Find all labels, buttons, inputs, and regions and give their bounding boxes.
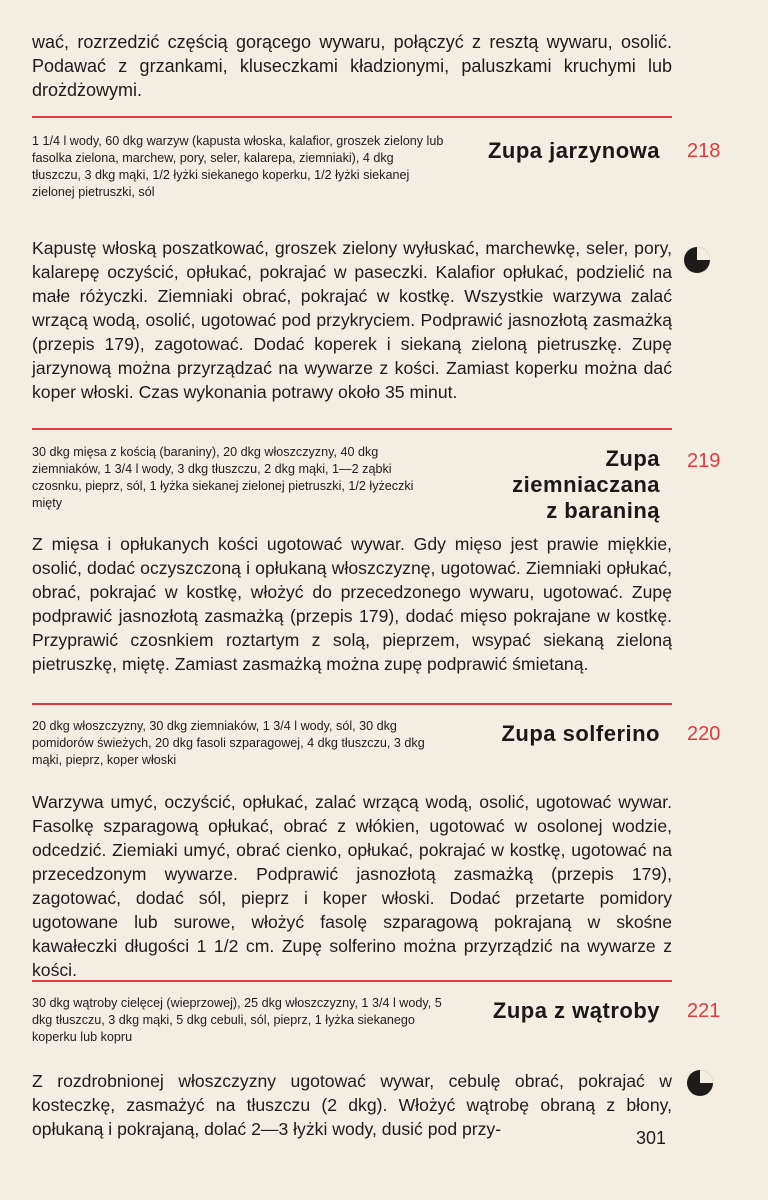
ingredients-list: 1 1/4 l wody, 60 dkg warzyw (kapusta włoska, kalafior, groszek zielony lub fasolka zielona, marchew, pory, seler, kalarepa, ziemniaki), 4 dkg tłuszczu, 3 dkg mąki, 1/2 łyżki siekanego koperku, 1/2 łyżki siekanej zielonej pietruszki, sól [32, 134, 444, 199]
recipe-219-instructions: Z mięsa i opłukanych kości ugotować wywar. Gdy mięso jest prawie miękkie, osolić, dodać oczyszczoną i opłukaną włoszczyznę, ugotować. Ziemniaki opłukać, obrać, pokrajać w kostkę, włożyć do przecedzonego wywaru, ugotować. Zupę podprawić jasnozłotą zasmażką (przepis 179), dodać mięso pokrajane w kostkę. Przyprawić czosnkiem roztartym z solą, pieprzem, wsypać siekaną zieloną pietruszkę, miętę. Zamiast zasmażką można zupę podprawić śmietaną. [32, 534, 672, 674]
recipe-title: Zupa jarzynowa [487, 138, 660, 163]
recipe-221-instructions: Z rozdrobnionej włoszczyzny ugotować wywar, cebulę obrać, pokrajać w kosteczkę, zasmażyć na tłuszczu (2 dkg). Włożyć wątrobę obraną z błony, opłukaną i pokrajaną, dolać 2—3 łyżki wody, dusić pod przy- [32, 1071, 672, 1139]
section-divider [32, 980, 672, 982]
recipe-title [512, 446, 660, 524]
recipe-220-instructions: Warzywa umyć, oczyścić, opłukać, zalać wrzącą wodą, osolić, ugotować wywar. Fasolkę szparagową opłukać, obrać z włókien, ugotować w osolonej wodzie, odcedzić. Ziemiaki umyć, obrać cienko, opłukać, pokrajać w kostkę, ugotować na przecedzonym wywarze. Podprawić jasnozłotą zasmażką (przepis 179), zagotować, dodać sól, pieprz i koper włoski. Dodać przetarte pomidory ugotowane lub surowe, włożyć fasolę szparagową pokrajaną w skośne kawałeczki długości 1 1/2 cm. Zupę solferino można przyrządzić na wywarze z kości. [32, 792, 672, 980]
clock-icon [686, 1069, 714, 1097]
ingredients-list: 20 dkg włoszczyzny, 30 dkg ziemniaków, 1 3/4 l wody, sól, 30 dkg pomidorów świeżych, 20 dkg fasoli szparagowej, 4 dkg tłuszczu, 3 dkg mąki, pieprz, koper włoski [32, 719, 425, 767]
recipe-number: 220 [687, 723, 721, 745]
recipe-title: Zupa z wątroby [492, 998, 660, 1023]
recipe-218-instructions: Kapustę włoską poszatkować, groszek zielony wyłuskać, marchewkę, seler, pory, kalarepę oczyścić, opłukać, pokrajać w paseczki. Kalafior opłukać, podzielić na małe różyczki. Ziemniaki obrać, pokrajać w kostkę. Wszystkie warzywa zalać wrzącą wodą, osolić, ugotować pod przykryciem. Podprawić jasnozłotą zasmażką (przepis 179), zagotować. Dodać koperek i siekaną zieloną pietruszkę. Zupę jarzynową można przyrządzać na wywarze z kości. Zamiast koperku można dać koper włoski. Czas wykonania potrawy około 35 minut. [32, 238, 672, 402]
recipe-title-line: z baraniną [546, 498, 660, 523]
recipe-title-line: ziemniaczana [512, 472, 660, 497]
recipe-number: 218 [687, 140, 721, 162]
page-number: 301 [635, 1128, 666, 1148]
clock-icon [683, 246, 711, 274]
ingredients-list: 30 dkg mięsa z kością (baraniny), 20 dkg włoszczyzny, 40 dkg ziemniaków, 1 3/4 l wody, 3 dkg tłuszczu, 2 dkg mąki, 1—2 ząbki czosnku, pieprz, sól, 1 łyżka siekanej zielonej pietruszki, 1/2 łyżeczki mięty [32, 445, 414, 510]
recipe-title: Zupa solferino [501, 721, 660, 746]
recipe-number: 219 [687, 450, 721, 472]
intro-paragraph: wać, rozrzedzić częścią gorącego wywaru, połączyć z resztą wywaru, osolić. Podawać z grzankami, kluseczkami kładzionymi, paluszkami kruchymi lub drożdżowymi. [32, 32, 672, 100]
ingredients-list: 30 dkg wątroby cielęcej (wieprzowej), 25 dkg włoszczyzny, 1 3/4 l wody, 5 dkg tłuszczu, 3 dkg mąki, 5 dkg cebuli, sól, pieprz, 1 łyżka siekanego koperku lub kopru [32, 996, 442, 1044]
section-divider [32, 428, 672, 430]
section-divider [32, 116, 672, 118]
recipe-title-line: Zupa [605, 446, 660, 471]
section-divider [32, 703, 672, 705]
recipe-number: 221 [687, 1000, 721, 1022]
